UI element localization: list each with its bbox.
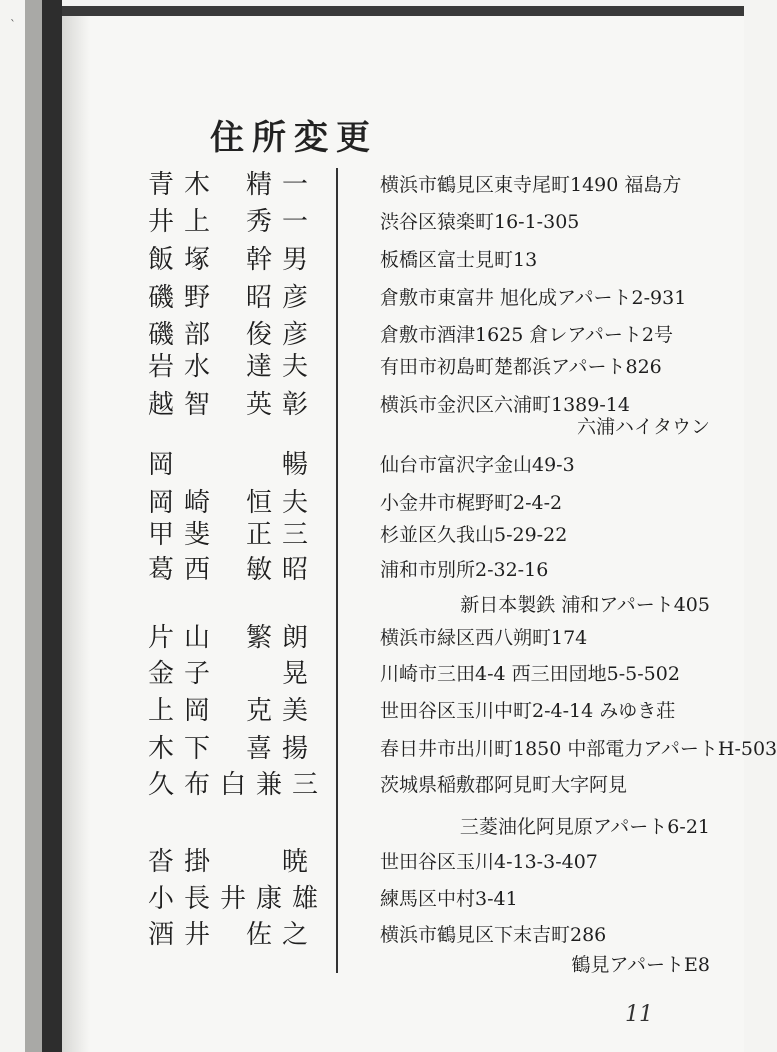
member-name	[148, 518, 318, 552]
page-title: 住所変更	[210, 118, 378, 158]
address-entry	[0, 205, 744, 239]
address-entry	[0, 168, 744, 202]
member-name	[148, 486, 318, 520]
member-name	[148, 918, 318, 952]
member-address: 倉敷市東富井 旭化成アパート2-931	[380, 287, 687, 309]
family-name: 葛西	[148, 555, 221, 585]
given-name: 英彰	[245, 390, 318, 420]
member-name	[148, 657, 318, 691]
member-address-line2: 鶴見アパートE8	[571, 954, 710, 976]
family-name: 沓掛	[148, 847, 221, 877]
member-name	[148, 882, 329, 916]
given-name: 恒夫	[245, 488, 318, 518]
member-address: 川崎市三田4-4 西三田団地5-5-502	[380, 663, 680, 685]
given-name: 達夫	[245, 352, 318, 382]
given-name: 昭彦	[245, 283, 318, 313]
member-name	[148, 621, 318, 655]
given-name: 暁	[281, 847, 318, 877]
member-name	[148, 281, 318, 315]
given-name: 精一	[245, 170, 318, 200]
member-address: 横浜市緑区西八朔町174	[380, 627, 588, 649]
address-entry	[0, 621, 744, 655]
given-name: 幹男	[245, 245, 318, 275]
member-name	[148, 732, 318, 766]
family-name: 飯塚	[148, 245, 221, 275]
family-name: 金子	[148, 659, 221, 689]
member-address: 仙台市富沢字金山49-3	[380, 454, 575, 476]
member-name	[148, 553, 318, 587]
page-number: 11	[625, 1002, 653, 1027]
member-name	[148, 768, 329, 802]
member-name	[148, 694, 318, 728]
address-entry	[0, 768, 744, 802]
family-name: 上岡	[148, 696, 221, 726]
member-name	[148, 243, 318, 277]
member-address: 小金井市梶野町2-4-2	[380, 492, 563, 514]
member-address: 横浜市金沢区六浦町1389-14	[380, 394, 630, 416]
member-address: 練馬区中村3-41	[380, 888, 518, 910]
member-address: 浦和市別所2-32-16	[380, 559, 549, 581]
member-name	[148, 205, 318, 239]
member-address: 横浜市鶴見区下末吉町286	[380, 924, 607, 946]
member-address: 横浜市鶴見区東寺尾町1490 福島方	[380, 174, 682, 196]
member-address: 世田谷区玉川4-13-3-407	[380, 851, 598, 873]
member-name	[148, 168, 318, 202]
address-entry	[0, 318, 744, 352]
given-name: 兼三	[256, 770, 329, 800]
member-address: 世田谷区玉川中町2-4-14 みゆき荘	[380, 700, 676, 722]
member-address: 有田市初島町楚都浜アパート826	[380, 356, 662, 378]
given-name: 佐之	[245, 920, 318, 950]
member-address: 杉並区久我山5-29-22	[380, 524, 568, 546]
family-name: 久布白	[148, 770, 257, 800]
family-name: 磯部	[148, 320, 221, 350]
member-address: 春日井市出川町1850 中部電力アパートH-503	[380, 738, 777, 760]
given-name: 繁朗	[245, 623, 318, 653]
given-name: 秀一	[245, 207, 318, 237]
member-address: 渋谷区猿楽町16-1-305	[380, 211, 580, 233]
address-entry	[0, 657, 744, 691]
given-name: 正三	[245, 520, 318, 550]
address-entry	[0, 732, 777, 766]
member-address: 板橋区富士見町13	[380, 249, 538, 271]
member-address-line2: 新日本製鉄 浦和アパート405	[460, 594, 710, 616]
given-name: 康雄	[256, 884, 329, 914]
member-name	[148, 845, 318, 879]
family-name: 岩水	[148, 352, 221, 382]
member-address: 倉敷市酒津1625 倉レアパート2号	[380, 324, 673, 346]
given-name: 克美	[245, 696, 318, 726]
address-entry	[0, 243, 744, 277]
given-name: 喜揚	[245, 734, 318, 764]
family-name: 青木	[148, 170, 221, 200]
address-entry	[0, 518, 744, 552]
member-address-line2: 三菱油化阿見原アパート6-21	[459, 816, 710, 838]
family-name: 岡崎	[148, 488, 221, 518]
family-name: 岡	[148, 450, 185, 480]
address-entry	[0, 845, 744, 879]
family-name: 磯野	[148, 283, 221, 313]
address-entry	[0, 918, 744, 952]
family-name: 越智	[148, 390, 221, 420]
member-name	[148, 388, 318, 422]
member-name	[148, 350, 318, 384]
given-name: 暢	[281, 450, 318, 480]
corner-tick: `	[10, 18, 16, 32]
family-name: 酒井	[148, 920, 221, 950]
family-name: 木下	[148, 734, 221, 764]
family-name: 井上	[148, 207, 221, 237]
member-address-line2: 六浦ハイタウン	[576, 416, 710, 438]
address-entry	[0, 350, 744, 384]
address-entry	[0, 694, 744, 728]
family-name: 片山	[148, 623, 221, 653]
member-name	[148, 318, 318, 352]
given-name: 敏昭	[245, 555, 318, 585]
member-address: 茨城県稲敷郡阿見町大字阿見	[380, 774, 628, 796]
top-edge-band	[62, 6, 744, 16]
address-entry	[0, 448, 744, 482]
given-name: 俊彦	[245, 320, 318, 350]
given-name: 晃	[281, 659, 318, 689]
address-entry	[0, 882, 744, 916]
address-entry	[0, 486, 744, 520]
family-name: 小長井	[148, 884, 257, 914]
address-entry	[0, 553, 744, 587]
family-name: 甲斐	[148, 520, 221, 550]
address-entry	[0, 281, 744, 315]
member-name	[148, 448, 318, 482]
